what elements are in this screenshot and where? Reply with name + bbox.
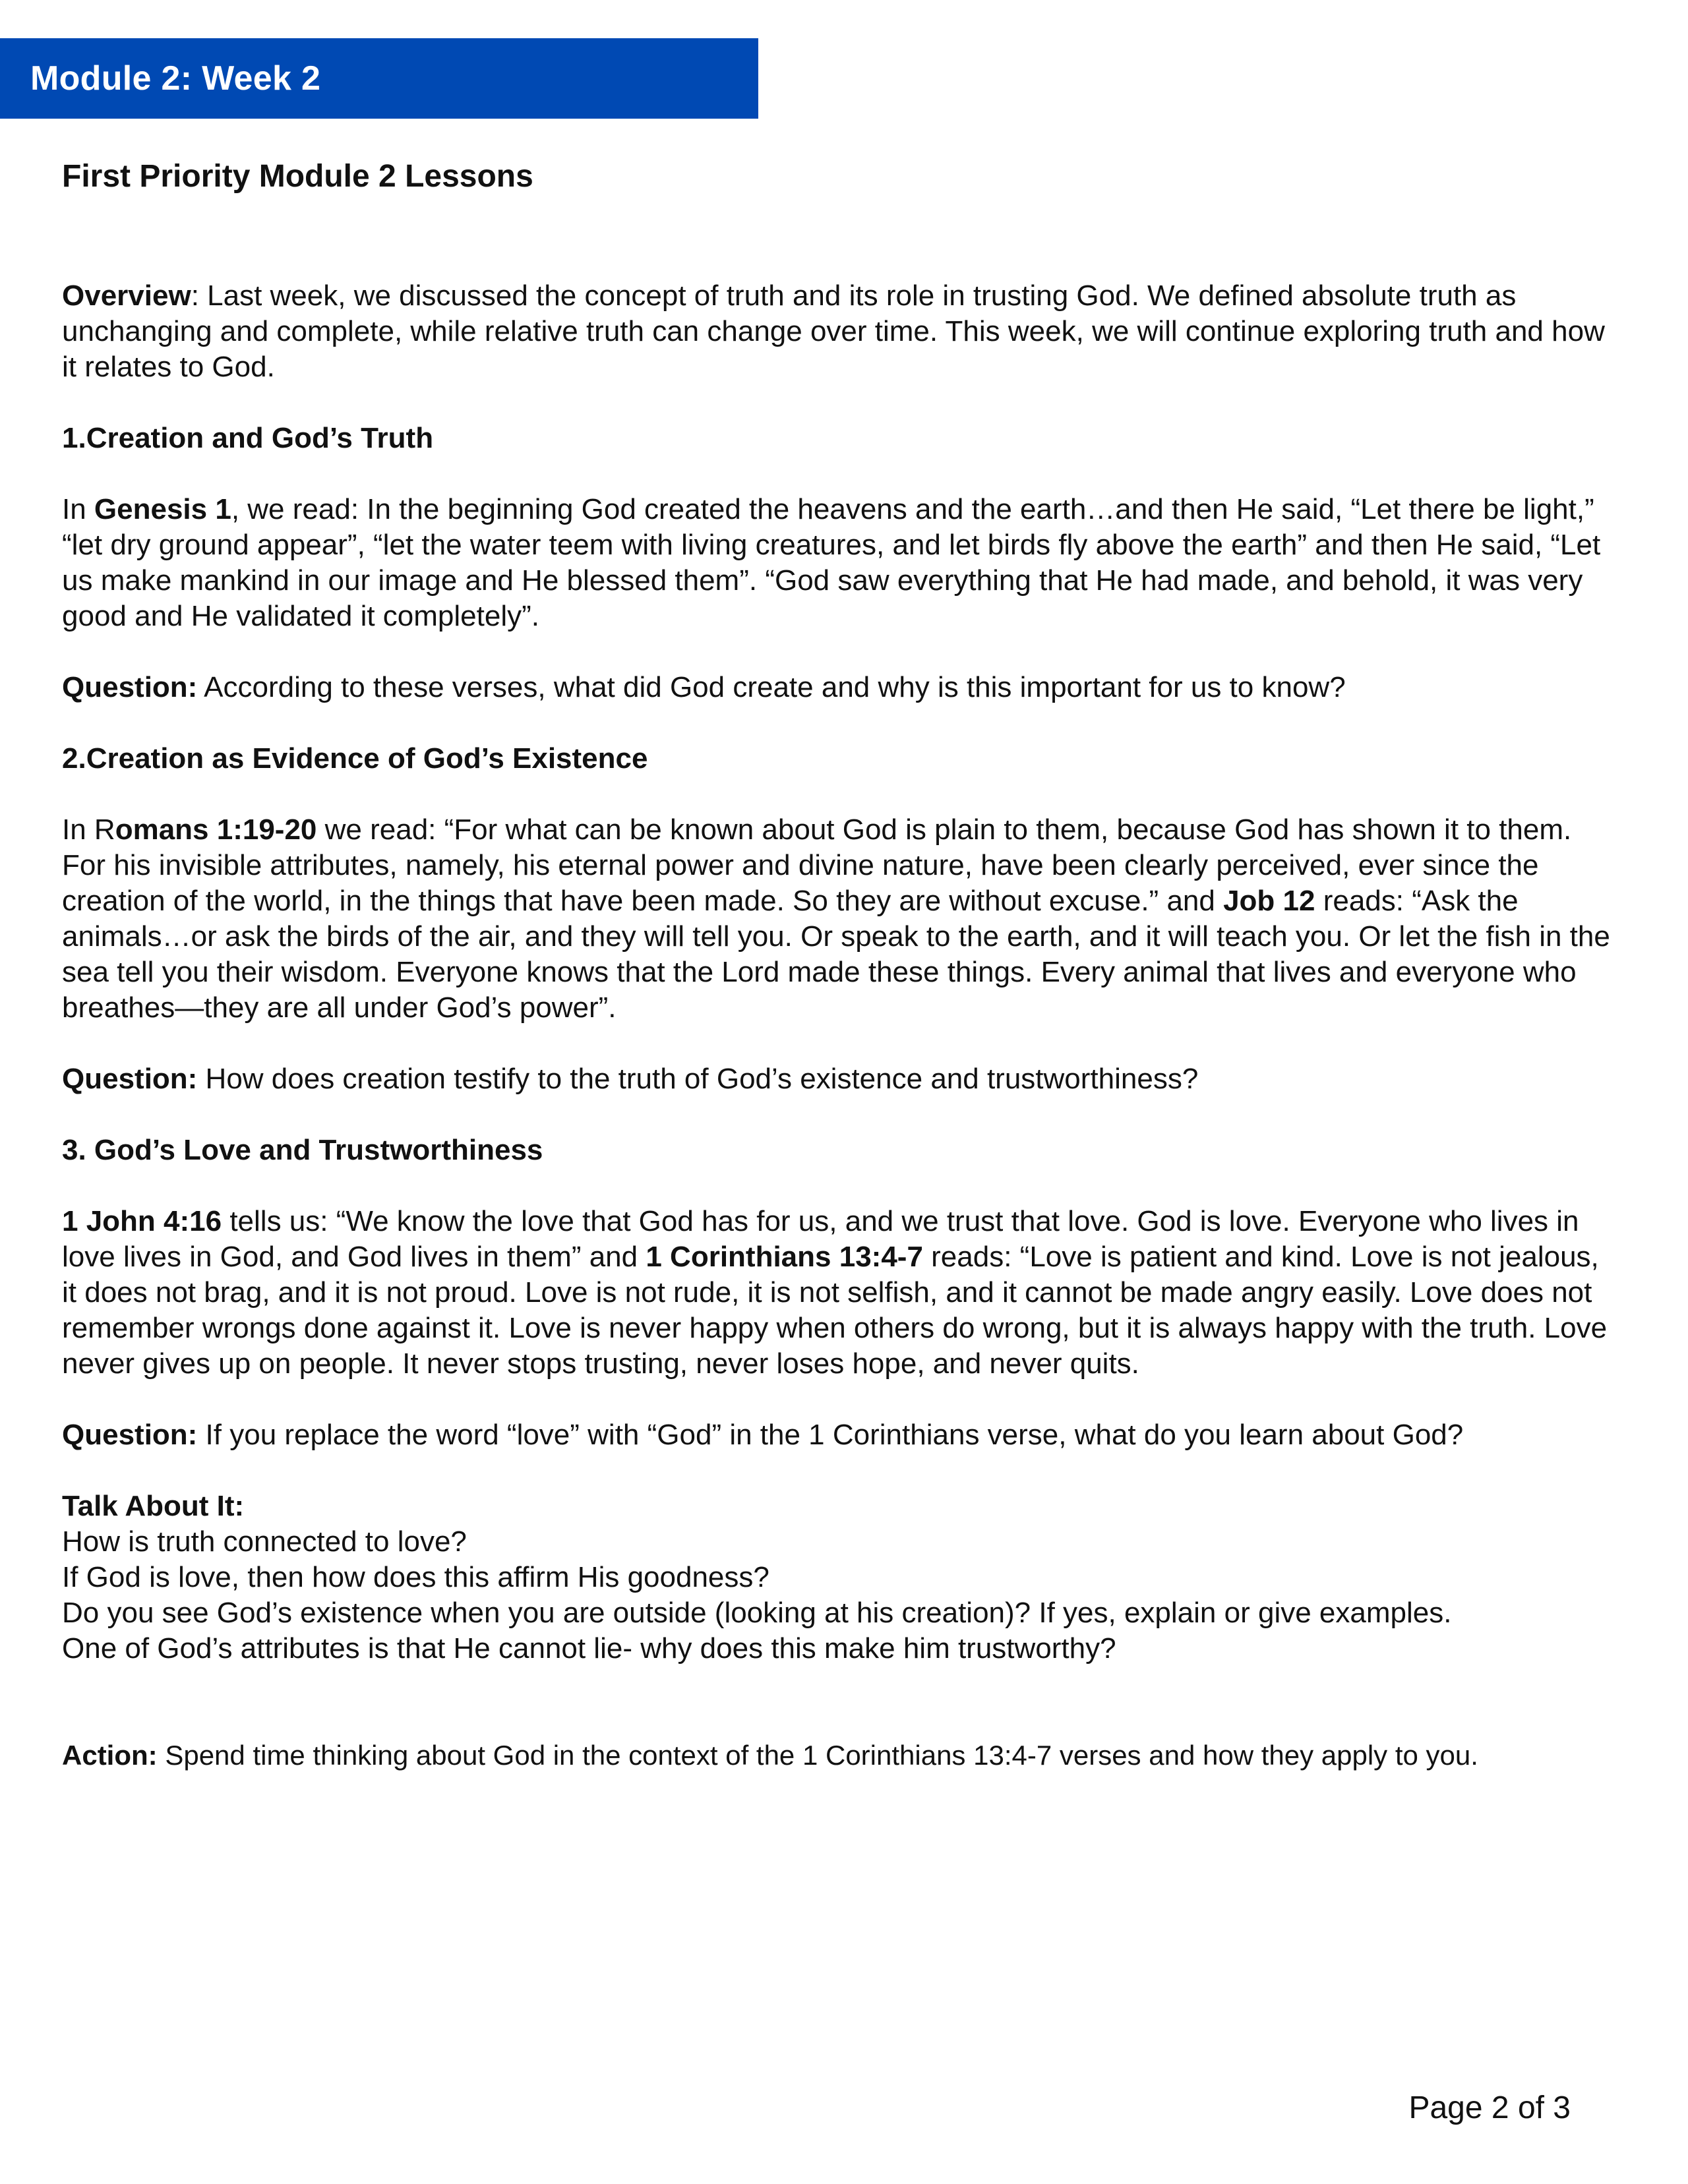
section-2-text-2: reads: “Ask the animals…or ask the birds of the air, and they will tell you. Or speak to the earth, and it will teach you. Or let the fish in the sea tell you their wisdom. Everyone knows that the Lord made these things. Every animal that lives and everyone who breathes—they are all under God’s power”. xyxy=(62,885,1610,1024)
talk-item: If God is love, then how does this affirm His goodness? xyxy=(62,1561,769,1593)
talk-about-it xyxy=(62,1489,1618,1667)
question-text: How does creation testify to the truth of God’s existence and trustworthiness? xyxy=(197,1063,1199,1095)
question-text: According to these verses, what did God create and why is this important for us to know? xyxy=(197,671,1346,703)
john-reference: 1 John 4:16 xyxy=(62,1205,222,1237)
section-3-question xyxy=(62,1417,1618,1453)
action-text: Spend time thinking about God in the context of the 1 Corinthians 13:4-7 verses and how they apply to you. xyxy=(157,1740,1478,1771)
question-label: Question: xyxy=(62,671,198,703)
section-2-intro: In R xyxy=(62,813,115,846)
section-2-text-1: we read: “For what can be known about God is plain to them, because God has shown it to them. For his invisible attributes, namely, his eternal power and divine nature, have been clearly perceived, ever since the creation of the world, in the things that have been made. So they are without excuse.” and xyxy=(62,813,1572,917)
overview-text: : Last week, we discussed the concept of truth and its role in trusting God. We defined absolute truth as unchanging and complete, while relative truth can change over time. This week, we will continue exploring truth and how it relates to God. xyxy=(62,280,1605,383)
talk-item: How is truth connected to love? xyxy=(62,1525,467,1558)
section-1-paragraph xyxy=(62,492,1618,634)
question-text: If you replace the word “love” with “God” in the 1 Corinthians verse, what do you learn about God? xyxy=(197,1419,1464,1451)
corinthians-reference: 1 Corinthians 13:4-7 xyxy=(646,1241,923,1273)
section-2-paragraph xyxy=(62,812,1618,1026)
section-1-heading: 1.Creation and God’s Truth xyxy=(62,422,434,454)
talk-item: One of God’s attributes is that He cannot lie- why does this make him trustworthy? xyxy=(62,1632,1116,1665)
section-3-text-1: tells us: “We know the love that God has for us, and we trust that love. God is love. Everyone who lives in love lives in God, and God lives in them” and xyxy=(62,1205,1579,1273)
action-paragraph xyxy=(62,1738,1618,1773)
romans-reference: omans 1:19-20 xyxy=(115,813,317,846)
genesis-reference: Genesis 1 xyxy=(94,493,231,525)
question-label: Question: xyxy=(62,1419,198,1451)
header-banner xyxy=(0,38,758,119)
talk-item: Do you see God’s existence when you are outside (looking at his creation)? If yes, explain or give examples. xyxy=(62,1597,1452,1629)
section-1-intro: In xyxy=(62,493,94,525)
page-number: Page 2 of 3 xyxy=(1408,2090,1571,2125)
job-reference: Job 12 xyxy=(1223,885,1315,917)
banner-title: Module 2: Week 2 xyxy=(30,59,321,98)
talk-label: Talk About It: xyxy=(62,1490,245,1522)
action-label: Action: xyxy=(62,1740,158,1771)
section-2-question xyxy=(62,1061,1618,1097)
document-title: First Priority Module 2 Lessons xyxy=(62,159,533,194)
section-2-heading: 2.Creation as Evidence of God’s Existence xyxy=(62,742,648,775)
overview-label: Overview xyxy=(62,280,191,312)
question-label: Question: xyxy=(62,1063,198,1095)
document-body xyxy=(62,158,1618,1773)
section-3-text-2: reads: “Love is patient and kind. Love is not jealous, it does not brag, and it is not proud. Love is not rude, it is not selfish, and it cannot be made angry easily. Love does not remember wrongs done against it. Love is never happy when others do wrong, but it is always happy with the truth. Love never gives up on people. It never stops trusting, never loses hope, and never quits. xyxy=(62,1241,1608,1380)
overview-paragraph xyxy=(62,278,1618,385)
section-3-heading: 3. God’s Love and Trustworthiness xyxy=(62,1134,543,1166)
section-1-text: , we read: In the beginning God created the heavens and the earth…and then He said, “Let there be light,” “let dry ground appear”, “let the water teem with living creatures, and let birds fly above the earth” and then He said, “Let us make mankind in our image and He blessed them”. “God saw everything that He had made, and behold, it was very good and He validated it completely”. xyxy=(62,493,1601,632)
section-1-question xyxy=(62,670,1618,705)
section-3-paragraph xyxy=(62,1204,1618,1382)
